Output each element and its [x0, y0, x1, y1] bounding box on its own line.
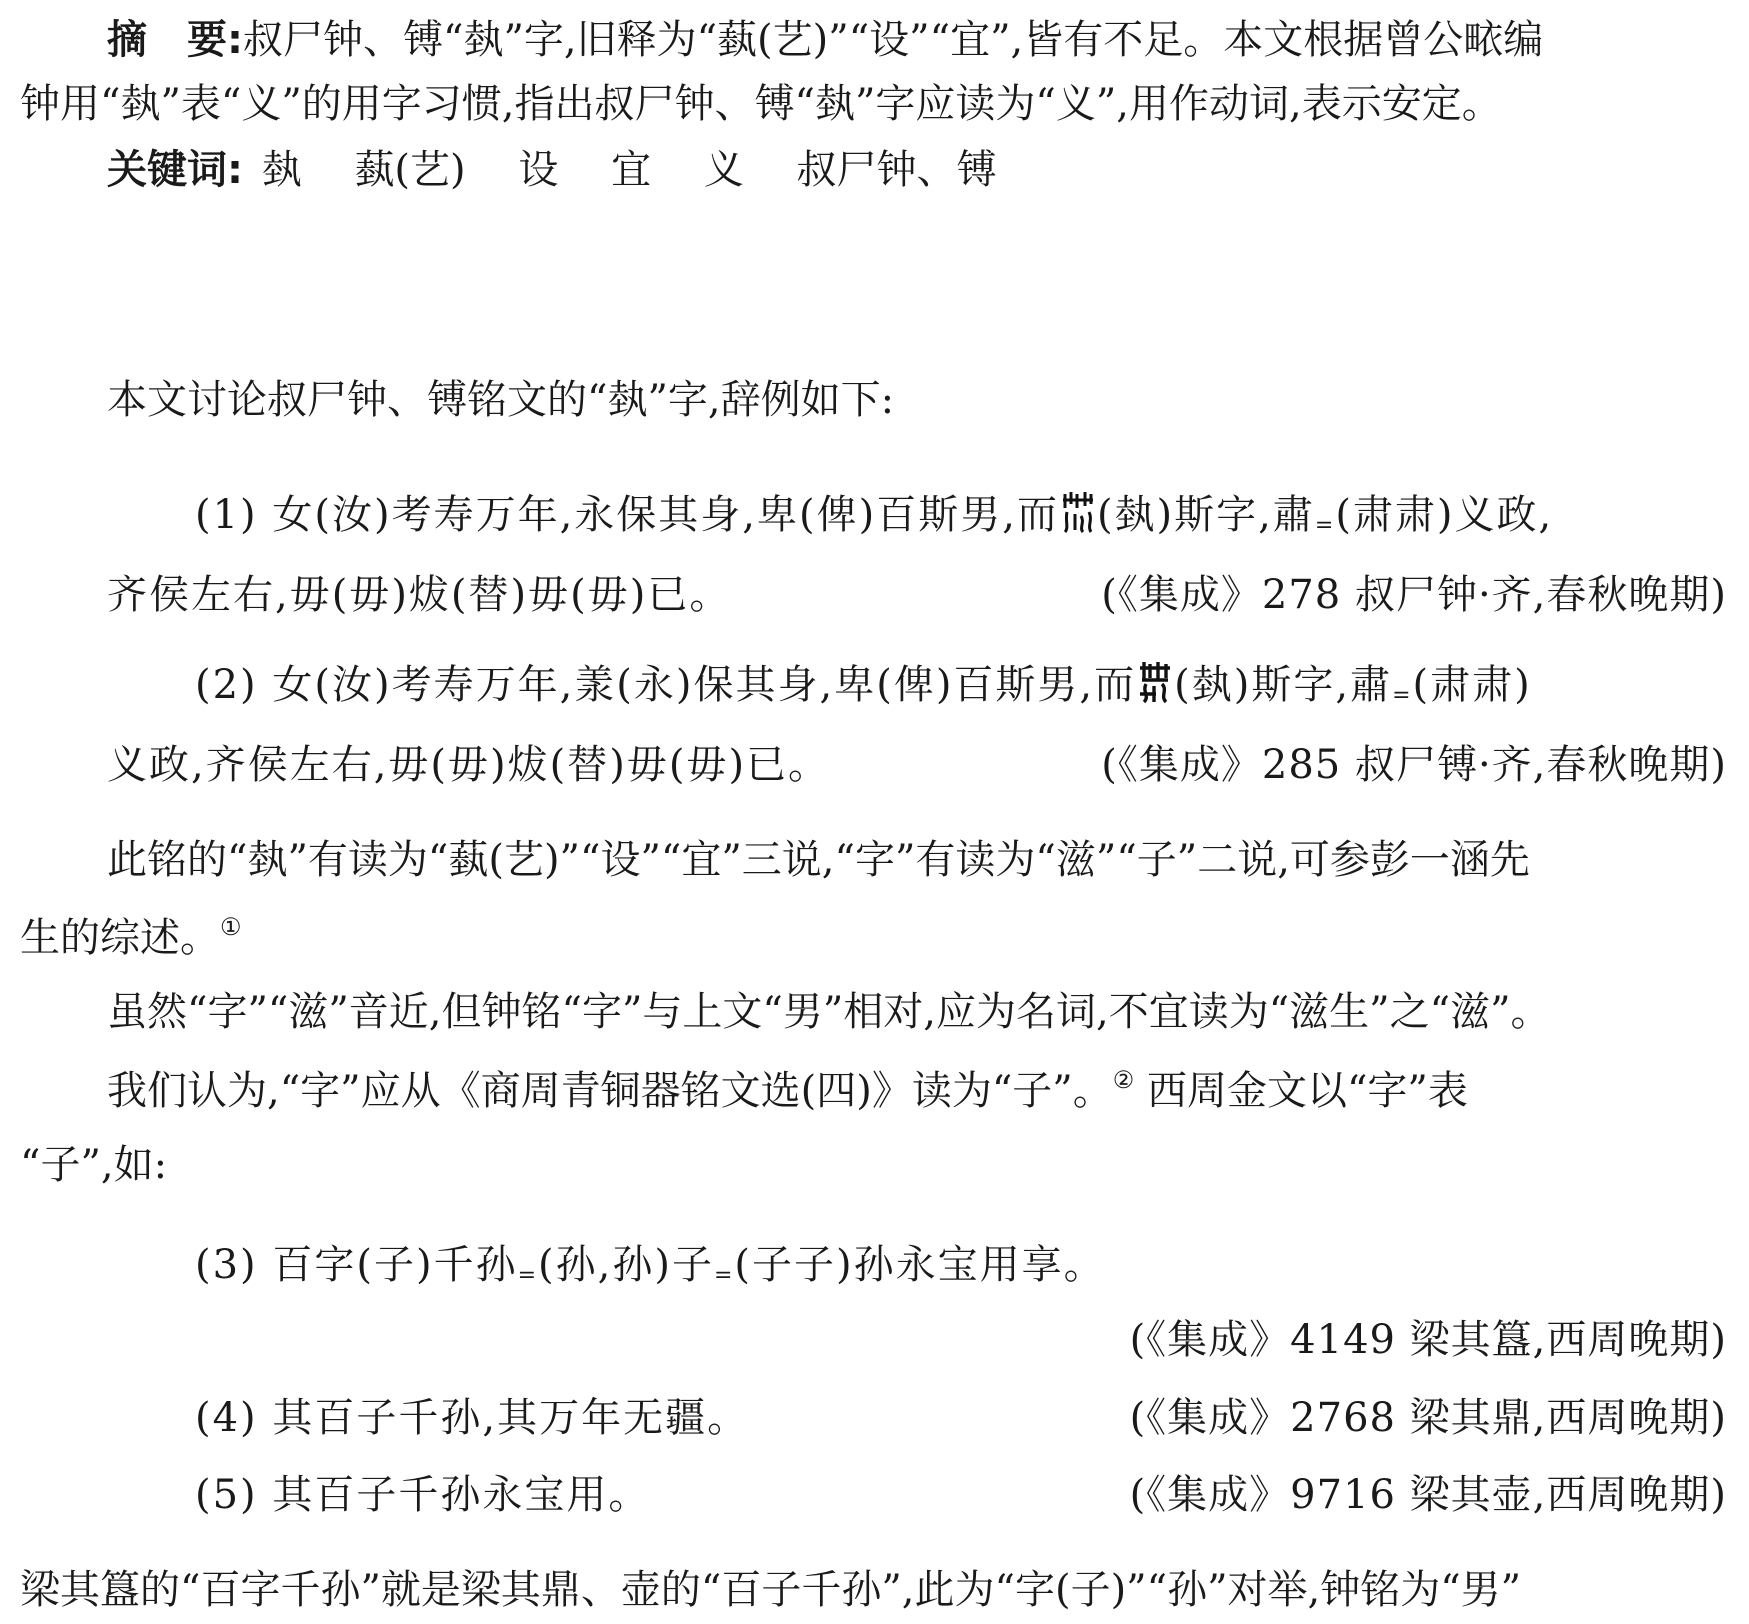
example-3-source: (《集成》4149 梁其簋,西周晚期) — [1129, 1317, 1727, 1363]
keyword-item: 叔尸钟、镈 — [796, 147, 997, 193]
paragraph-3-line-1 — [107, 1066, 1468, 1114]
footnote-marker-1: ① — [220, 913, 242, 941]
ancient-glyph-bowen — [1136, 660, 1174, 704]
paragraph-1-line-2 — [20, 913, 242, 961]
example-2-text-a: (2) 女(汝)考寿万年,羕(永)保其身,卑(俾)百斯男,而 — [195, 662, 1137, 708]
keyword-item: 蓺(艺) — [354, 147, 466, 193]
keyword-item: 宜 — [611, 147, 652, 193]
example-2-line-1 — [195, 660, 1532, 707]
abstract-line-1 — [107, 17, 1544, 63]
keyword-item: 埶 — [261, 147, 302, 193]
paragraph-1-line-1: 此铭的“埶”有读为“蓺(艺)”“设”“宜”三说,“字”有读为“滋”“子”二说,可参彭一涵先 — [107, 837, 1530, 883]
abstract-label: 摘 要: — [107, 17, 243, 63]
example-1-source: (《集成》278 叔尸钟·齐,春秋晚期) — [1101, 572, 1727, 618]
example-2-source: (《集成》285 叔尸镈·齐,春秋晚期) — [1101, 742, 1727, 788]
example-1-text-c: (肃肃)义政, — [1335, 492, 1554, 538]
example-2-text-b: (埶)斯字,肅 — [1174, 662, 1393, 708]
intro-paragraph: 本文讨论叔尸钟、镈铭文的“埶”字,辞例如下: — [107, 377, 895, 423]
example-3-text-b: (孙,孙)子 — [538, 1242, 714, 1288]
paragraph-2: 虽然“字”“滋”音近,但钟铭“字”与上文“男”相对,应为名词,不宜读为“滋生”之“滋”。 — [107, 989, 1551, 1035]
example-1-text-b: (埶)斯字,肅 — [1096, 492, 1315, 538]
repeat-mark: = — [517, 1263, 539, 1288]
keyword-item: 设 — [518, 147, 559, 193]
example-2-text-d: 义政,齐侯左右,毋(毋)炦(替)毋(毋)已。 — [107, 742, 831, 788]
example-1-line-1 — [195, 490, 1553, 537]
example-3-line — [195, 1242, 1106, 1288]
example-4-source: (《集成》2768 梁其鼎,西周晚期) — [1129, 1395, 1727, 1441]
example-3-text-a: (3) 百字(子)千孙 — [195, 1242, 518, 1288]
paragraph-3-line-2: “子”,如: — [20, 1142, 168, 1188]
example-3-text-c: (子子)孙永宝用享。 — [734, 1242, 1106, 1288]
example-5-source: (《集成》9716 梁其壶,西周晚期) — [1129, 1472, 1727, 1518]
example-1-text-d: 齐侯左右,毋(毋)炦(替)毋(毋)已。 — [107, 572, 732, 618]
repeat-mark: = — [1392, 683, 1413, 708]
example-1-text-a: (1) 女(汝)考寿万年,永保其身,卑(俾)百斯男,而 — [195, 492, 1059, 538]
repeat-mark: = — [1314, 513, 1336, 538]
repeat-mark: = — [713, 1263, 735, 1288]
paragraph-3-text-a: 我们认为,“字”应从《商周青铜器铭文选(四)》读为“子”。 — [107, 1068, 1113, 1114]
abstract-line-2: 钟用“埶”表“义”的用字习惯,指出叔尸钟、镈“埶”字应读为“义”,用作动词,表示安定。 — [20, 81, 1502, 127]
paragraph-4: 梁其簋的“百字千孙”就是梁其鼎、壶的“百子千孙”,此为“字(子)”“孙”对举,钟铭为“男” — [20, 1567, 1522, 1613]
ancient-glyph-zhongwen — [1059, 490, 1097, 534]
paragraph-3-text-b: 西周金文以“字”表 — [1134, 1068, 1468, 1114]
paragraph-1-text: 生的综述。 — [20, 915, 220, 961]
example-4-text: (4) 其百子千孙,其万年无疆。 — [195, 1395, 750, 1441]
keywords-line — [107, 147, 1037, 193]
example-2-text-c: (肃肃) — [1412, 662, 1532, 708]
keywords-label: 关键词: — [107, 147, 243, 193]
keyword-item: 义 — [703, 147, 744, 193]
abstract-text-1: 叔尸钟、镈“埶”字,旧释为“蓺(艺)”“设”“宜”,皆有不足。本文根据曾公畩编 — [243, 17, 1544, 63]
example-5-text: (5) 其百子千孙永宝用。 — [195, 1472, 651, 1518]
footnote-marker-2: ② — [1112, 1066, 1135, 1094]
